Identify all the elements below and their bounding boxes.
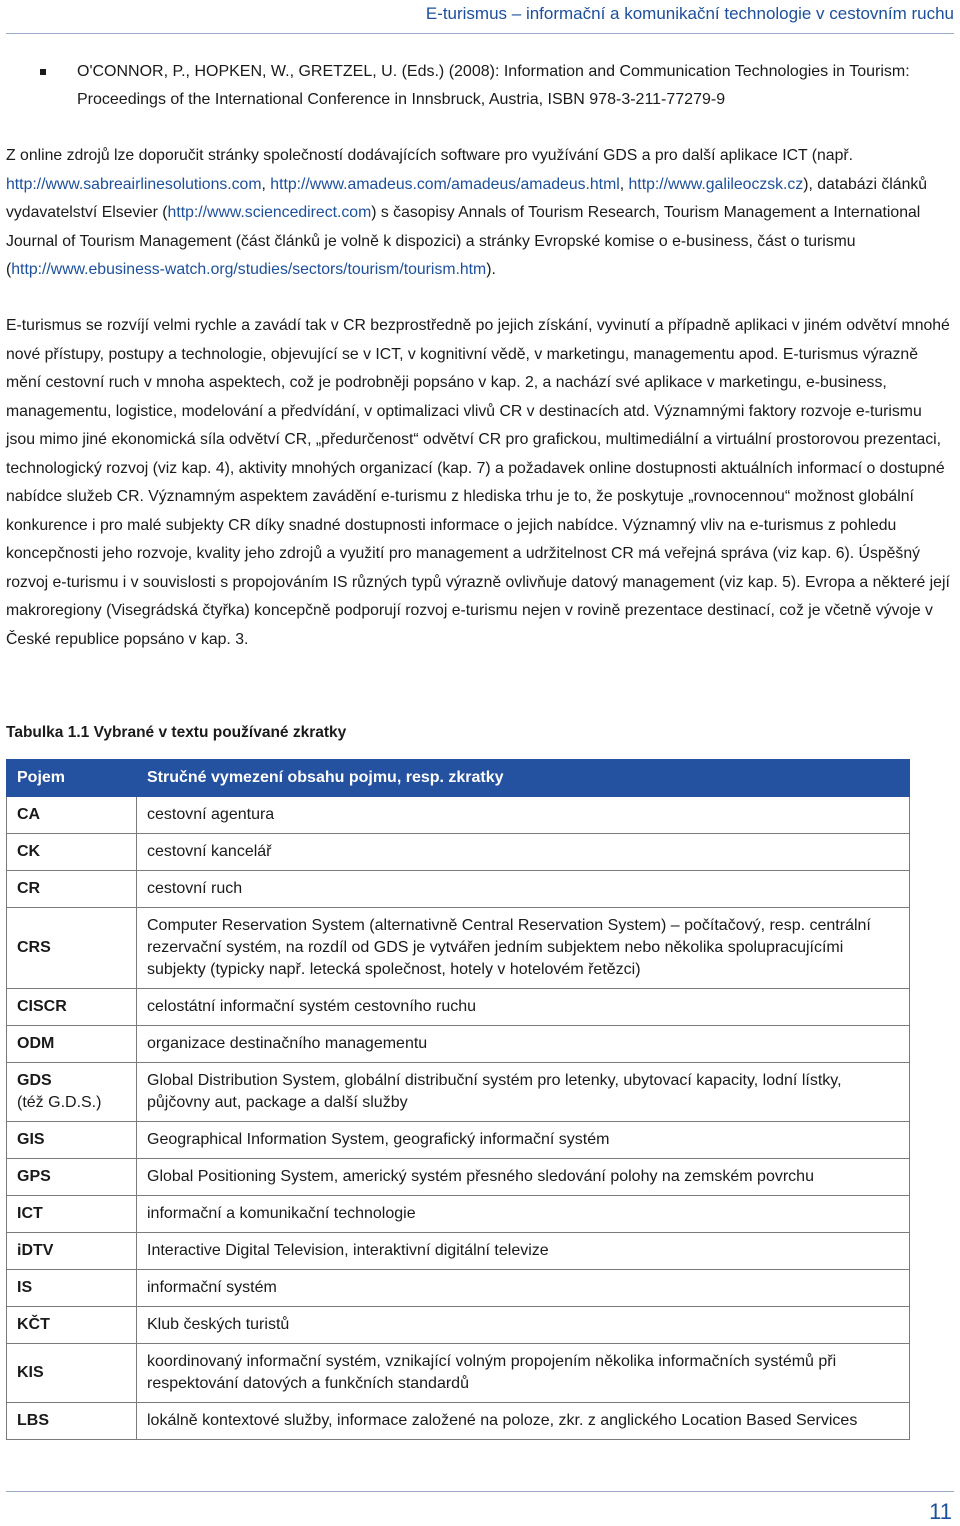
table-row bbox=[7, 1233, 910, 1270]
online-sources-paragraph bbox=[6, 142, 954, 285]
abbreviation-term: KČT bbox=[17, 1316, 50, 1333]
abbreviation-term: CRS bbox=[17, 939, 51, 956]
bullet-icon bbox=[40, 69, 46, 75]
abbreviation-cell bbox=[7, 1159, 137, 1196]
running-head: E-turismus – informační a komunikační technologie v cestovním ruchu bbox=[425, 4, 954, 23]
paragraph-text: ) s časopisy Annals of Tourism Research, Tourism Management a International Journal of Tourism Management (část článků je volně k dispozici) a stránky Evropské komise o e-business, část o turismu ( bbox=[6, 204, 921, 278]
reference-entry bbox=[6, 58, 954, 114]
definition-cell: cestovní kancelář bbox=[137, 834, 910, 871]
reference-line-1: O'CONNOR, P., HOPKEN, W., GRETZEL, U. (Eds.) (2008): Information and Communication Technologies in Tourism: bbox=[77, 63, 910, 80]
table-row bbox=[7, 989, 910, 1026]
abbreviation-term: GIS bbox=[17, 1131, 45, 1148]
definition-cell: celostátní informační systém cestovního ruchu bbox=[137, 989, 910, 1026]
link-galileo[interactable]: http://www.galileoczsk.cz bbox=[628, 175, 804, 193]
abbreviation-term: IS bbox=[17, 1279, 33, 1296]
definition-cell: Computer Reservation System (alternativně Central Reservation System) – počítačový, resp. centrální rezervační systém, na rozdíl od GDS je vytvářen jedním subjektem nebo několika spolupracujícími subjekty (typicky např. letecká společnost, hotely v hotelovém řetězci) bbox=[137, 908, 910, 989]
table-row bbox=[7, 908, 910, 989]
footer-divider bbox=[6, 1491, 954, 1492]
link-ebusiness-watch[interactable]: http://www.ebusiness-watch.org/studies/sectors/tourism/tourism.htm bbox=[11, 261, 487, 278]
paragraph-text: ), databázi článků vydavatelství Elsevier ( bbox=[6, 175, 928, 221]
table-row bbox=[7, 1196, 910, 1233]
abbreviation-term: ODM bbox=[17, 1035, 55, 1052]
abbreviation-cell bbox=[7, 1403, 137, 1440]
definition-cell: lokálně kontextové služby, informace založené na poloze, zkr. z anglického Location Based Services bbox=[137, 1403, 910, 1440]
abbreviation-term: CA bbox=[17, 806, 41, 823]
abbreviation-cell bbox=[7, 834, 137, 871]
page-number: 11 bbox=[929, 1499, 952, 1524]
abbreviation-term: CR bbox=[17, 880, 41, 897]
abbreviation-term: iDTV bbox=[17, 1242, 54, 1259]
link-sciencedirect[interactable]: http://www.sciencedirect.com bbox=[167, 204, 372, 221]
abbreviation-term: LBS bbox=[17, 1412, 49, 1429]
abbreviation-cell bbox=[7, 908, 137, 989]
abbreviation-alias: (též G.D.S.) bbox=[17, 1094, 102, 1111]
definition-cell: cestovní ruch bbox=[137, 871, 910, 908]
column-header-definition: Stručné vymezení obsahu pojmu, resp. zkratky bbox=[137, 760, 910, 797]
table-row bbox=[7, 1344, 910, 1403]
table-row bbox=[7, 834, 910, 871]
table-caption: Tabulka 1.1 Vybrané v textu používané zkratky bbox=[6, 724, 347, 741]
reference-line-2: Proceedings of the International Conference in Innsbruck, Austria, ISBN 978-3-211-77279-9 bbox=[77, 91, 726, 108]
table-header-row bbox=[7, 760, 910, 797]
header-divider bbox=[6, 33, 954, 34]
link-sabre[interactable]: http://www.sabreairlinesolutions.com bbox=[6, 175, 262, 193]
definition-cell: koordinovaný informační systém, vznikající volným propojením několika informačních systémů při respektování datových a funkčních standardů bbox=[137, 1344, 910, 1403]
definition-cell: informační a komunikační technologie bbox=[137, 1196, 910, 1233]
table-row bbox=[7, 797, 910, 834]
table-row bbox=[7, 1270, 910, 1307]
abbreviation-cell bbox=[7, 871, 137, 908]
table-row bbox=[7, 1403, 910, 1440]
definition-cell: cestovní agentura bbox=[137, 797, 910, 834]
table-row bbox=[7, 1307, 910, 1344]
abbreviation-term: CK bbox=[17, 843, 41, 860]
abbreviation-term: CISCR bbox=[17, 998, 67, 1015]
separator: , bbox=[619, 175, 629, 193]
abbreviation-cell bbox=[7, 1196, 137, 1233]
abbreviation-cell bbox=[7, 989, 137, 1026]
abbreviations-table bbox=[6, 759, 910, 1440]
table-row bbox=[7, 1122, 910, 1159]
abbreviation-cell bbox=[7, 1344, 137, 1403]
abbreviation-cell bbox=[7, 1307, 137, 1344]
abbreviation-term: GPS bbox=[17, 1168, 51, 1185]
definition-cell: organizace destinačního managementu bbox=[137, 1026, 910, 1063]
definition-cell: Global Positioning System, americký systém přesného sledování polohy na zemském povrchu bbox=[137, 1159, 910, 1196]
e-tourism-paragraph: E-turismus se rozvíjí velmi rychle a zavádí tak v CR bezprostředně po jejich získání, vyvinutí a případně aplikaci v jiném odvětví mnohé nové přístupy, postupy a technologie, objevující se v ICT, v kognitivní vědě, v marketingu, managementu apod. E-turismus výrazně mění cestovní ruch v mnoha aspektech, což je podrobněji popsáno v kap. 2, a nachází své aplikace v marketingu, e-business, managementu, logistice, modelování a předvídání, v optimalizaci vlivů CR v destinacích atd. Významnými faktory rozvoje e-turismu jsou mimo jiné ekonomická síla odvětví CR, „předurčenost“ odvětví CR pro grafickou, multimediální a virtuální prostorovou prezentaci, technologický rozvoj (viz kap. 4), aktivity mnohých organizací (kap. 7) a požadavek online dostupnosti aktuálních informací o dostupné nabídce služeb CR. Významným aspektem zavádění e-turismu z hlediska trhu je to, že poskytuje „rovnocennou“ možnost globální konkurence i pro malé subjekty CR díky snadné dostupnosti informace o jejich nabídce. Významný vliv na e-turismus z pohledu koncepčnosti jeho rozvoje, kvality jeho zdrojů a využití pro management a udržitelnost CR má veřejná správa (viz kap. 6). Úspěšný rozvoj e-turismu i v souvislosti s propojováním IS různých typů výrazně ovlivňuje datový management (viz kap. 5). Evropa a některé její makroregiony (Visegrádská čtyřka) koncepčně podporují rozvoj e-turismu nejen v rovině prezentace destinací, což je včetně vývoje v České republice popsáno v kap. 3. bbox=[6, 317, 950, 648]
abbreviation-term: GDS bbox=[17, 1072, 52, 1089]
definition-cell: Interactive Digital Television, interaktivní digitální televize bbox=[137, 1233, 910, 1270]
definition-cell: Klub českých turistů bbox=[137, 1307, 910, 1344]
table-row bbox=[7, 1026, 910, 1063]
abbreviation-cell bbox=[7, 1063, 137, 1122]
abbreviation-cell bbox=[7, 1233, 137, 1270]
definition-cell: Geographical Information System, geografický informační systém bbox=[137, 1122, 910, 1159]
link-amadeus[interactable]: http://www.amadeus.com/amadeus/amadeus.html bbox=[270, 175, 620, 193]
abbreviation-cell bbox=[7, 797, 137, 834]
abbreviation-cell bbox=[7, 1270, 137, 1307]
paragraph-text: ). bbox=[486, 261, 496, 278]
column-header-term: Pojem bbox=[7, 760, 137, 797]
table-row bbox=[7, 871, 910, 908]
table-row bbox=[7, 1159, 910, 1196]
definition-cell: informační systém bbox=[137, 1270, 910, 1307]
abbreviation-term: KIS bbox=[17, 1364, 44, 1381]
abbreviation-cell bbox=[7, 1026, 137, 1063]
separator: , bbox=[261, 175, 271, 193]
paragraph-text: Z online zdrojů lze doporučit stránky společností dodávajících software pro využívání GDS a pro další aplikace ICT (např. bbox=[6, 147, 854, 164]
abbreviation-cell bbox=[7, 1122, 137, 1159]
definition-cell: Global Distribution System, globální distribuční systém pro letenky, ubytovací kapacity, lodní lístky, půjčovny aut, package a další služby bbox=[137, 1063, 910, 1122]
table-row bbox=[7, 1063, 910, 1122]
abbreviation-term: ICT bbox=[17, 1205, 43, 1222]
